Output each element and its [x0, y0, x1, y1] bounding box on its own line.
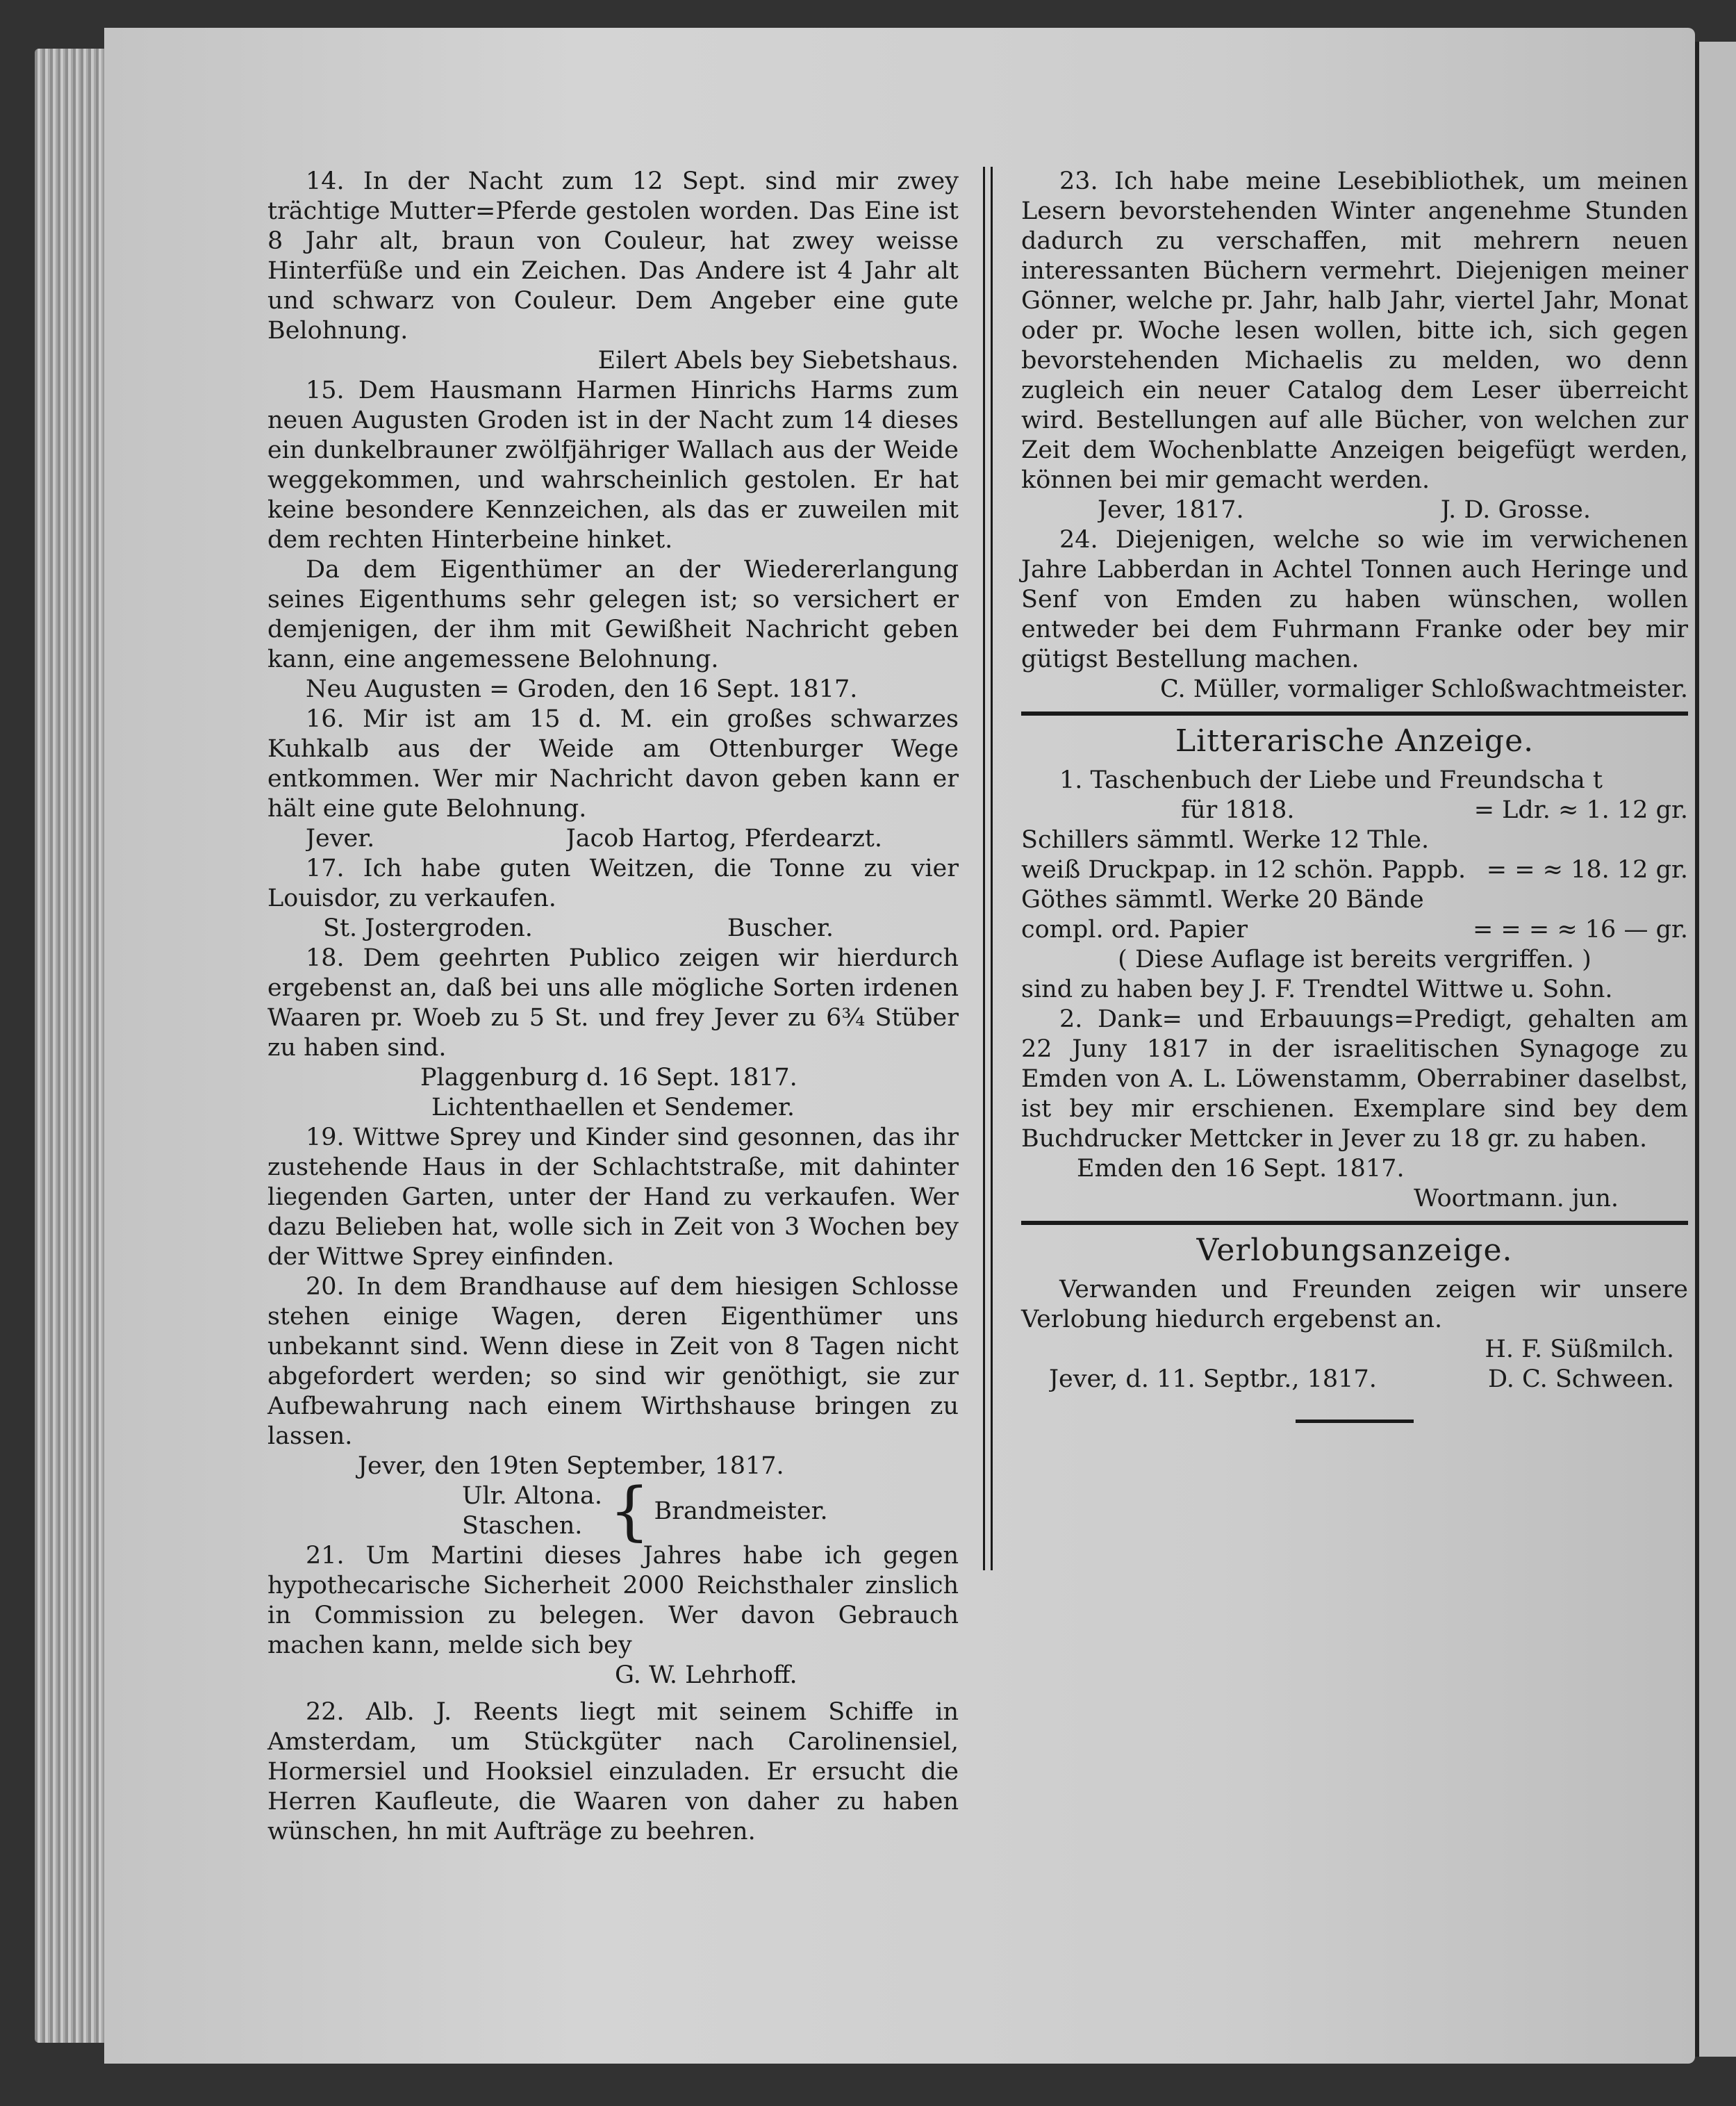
signer-name-1: Ulr. Altona.: [462, 1482, 602, 1510]
notice-21: 21. Um Martini dieses Jahres habe ich gegen hypothecarische Sicherheit 2000 Reichsthaler zinslich in Commission zu belegen. Wer davon Gebrauch machen kann, melde sich bey: [267, 1542, 959, 1659]
notice-23: 23. Ich habe meine Lesebibliothek, um meinen Lesern bevorstehenden Winter angenehme Stunden dadurch zu verschaffen, mit mehrern neuen interessanten Büchern vermehrt. Diejenigen meiner Gönner, welche pr. Jahr, halb Jahr, viertel Jahr, Monat oder pr. Woche lesen wollen, bitte ich, sich gegen bevorstehenden Michaelis zu melden, wo denn zugleich ein neuer Catalog dem Leser überreicht wird. Bestellungen auf alle Bücher, von welchen zur Zeit dem Wochenblatte Anzeigen beigefügt werden, können bei mir gemacht werden.: [1021, 167, 1688, 494]
notice-21-signature: G. W. Lehrhoff.: [615, 1661, 797, 1689]
signer-role: Brandmeister.: [654, 1497, 828, 1525]
notice-16-signature: Jacob Hartog, Pferdearzt.: [565, 825, 882, 853]
literary-note: ( Diese Auflage ist bereits vergriffen. ): [1118, 946, 1592, 973]
literary-row-paper: weiß Druckpap. in 12 schön. Pappb.: [1021, 856, 1466, 884]
notice-17: 17. Ich habe guten Weitzen, die Tonne zu vier Louisdor, zu verkaufen.: [267, 855, 959, 912]
engagement-name-1: H. F. Süßmilch.: [1485, 1335, 1674, 1363]
notice-24: 24. Diejenigen, welche so wie im verwichenen Jahre Labberdan in Achtel Tonnen auch Heringe und Senf von Emden zu haben wünschen, wollen entweder bei dem Fuhrmann Franke oder bey mir gütigst Bestellung machen.: [1021, 526, 1688, 673]
engagement-place-date: Jever, d. 11. Septbr., 1817.: [1049, 1365, 1377, 1393]
literary-place-date: Emden den 16 Sept. 1817.: [1077, 1155, 1405, 1183]
notice-17-signature: Buscher.: [727, 914, 834, 942]
literary-item-1-year: für 1818.: [1181, 796, 1295, 824]
notice-20: 20. In dem Brandhause auf dem hiesigen Schlosse stehen einige Wagen, deren Eigenthümer uns unbekannt sind. Wenn diese in Zeit von 8 Tagen nicht abgefordert werden; so sind wir genöthigt, sie zur Aufbewahrung nach einem Wirthshause bringen zu lassen.: [267, 1273, 959, 1450]
literary-row-paper-price: = = ≈ 18. 12 gr.: [1486, 856, 1688, 884]
notice-14: 14. In der Nacht zum 12 Sept. sind mir zwey trächtige Mutter=Pferde gestolen worden. Das Eine ist 8 Jahr alt, braun von Couleur, hat zwey weisse Hinterfüße und ein Zeichen. Das Andere ist 4 Jahr alt und schwarz von Couleur. Dem Angeber eine gute Belohnung.: [267, 167, 959, 345]
notice-24-signature: C. Müller, vormaliger Schloßwachtmeister.: [1159, 675, 1688, 703]
book-page-edges: [35, 49, 111, 2043]
literary-notice-heading: Litterarische Anzeige.: [1175, 723, 1535, 759]
curly-brace: {: [609, 1474, 650, 1548]
engagement-text: Verwanden und Freunden zeigen wir unsere Verlobung hiedurch ergebenst an.: [1021, 1276, 1688, 1333]
notice-17-place: St. Jostergroden.: [323, 914, 533, 942]
literary-availability: sind zu haben bey J. F. Trendtel Wittwe u. Sohn.: [1021, 976, 1613, 1003]
literary-item-1-title: 1. Taschenbuch der Liebe und Freundscha t: [1059, 766, 1603, 794]
right-column: [1021, 167, 1688, 1448]
literary-row-goethe: Göthes sämmtl. Werke 20 Bände: [1021, 886, 1424, 914]
notice-14-signature: Eilert Abels bey Siebetshaus.: [597, 347, 959, 375]
engagement-heading: Verlobungsanzeige.: [1196, 1233, 1513, 1268]
notice-16: 16. Mir ist am 15 d. M. ein großes schwarzes Kuhkalb aus der Weide am Ottenburger Wege entkommen. Wer mir Nachricht davon geben kann er hält eine gute Belohnung.: [267, 705, 959, 823]
next-page-edge: [1695, 42, 1736, 2057]
notice-20-signatures: [462, 1474, 959, 1548]
notice-16-place: Jever.: [306, 825, 375, 853]
left-column: [267, 167, 959, 1847]
notice-22: 22. Alb. J. Reents liegt mit seinem Schiffe in Amsterdam, um Stückgüter nach Carolinensiel, Hormersiel und Hooksiel einzuladen. Er ersucht die Herren Kaufleute, die Waaren von daher zu haben wünschen, hn mit Aufträge zu beehren.: [267, 1698, 959, 1845]
literary-row-compl: compl. ord. Papier: [1021, 916, 1248, 944]
notice-15-place-date: Neu Augusten = Groden, den 16 Sept. 1817.: [306, 675, 858, 703]
section-rule: [1021, 711, 1688, 716]
notice-23-signature: J. D. Grosse.: [1440, 496, 1591, 524]
notice-15-continued: Da dem Eigenthümer an der Wiedererlangung seines Eigenthums sehr gelegen ist; so versichert er demjenigen, der ihm mit Gewißheit Nachricht geben kann, eine angemessene Belohnung.: [267, 556, 959, 673]
engagement-name-2: D. C. Schween.: [1487, 1365, 1674, 1393]
literary-item-2: 2. Dank= und Erbauungs=Predigt, gehalten am 22 Juny 1817 in der israelitischen Synagoge zu Emden von A. L. Löwenstamm, Oberrabiner daselbst, ist bey mir erschienen. Exemplare sind bey dem Buchdrucker Mettcker in Jever zu 18 gr. zu haben.: [1021, 1005, 1688, 1153]
signer-name-2: Staschen.: [462, 1512, 583, 1540]
notice-20-place-date: Jever, den 19ten September, 1817.: [358, 1452, 784, 1480]
literary-signature: Woortmann. jun.: [1414, 1185, 1619, 1212]
closing-rule: [1296, 1420, 1414, 1423]
section-rule-2: [1021, 1221, 1688, 1225]
literary-row-schiller: Schillers sämmtl. Werke 12 Thle.: [1021, 826, 1430, 854]
column-divider: [983, 167, 993, 1570]
notice-18-place-date: Plaggenburg d. 16 Sept. 1817.: [420, 1064, 797, 1092]
notice-23-place-date: Jever, 1817.: [1098, 496, 1244, 524]
notice-18-signature: Lichtenthaellen et Sendemer.: [431, 1094, 795, 1121]
literary-row-compl-price: = = = ≈ 16 — gr.: [1472, 916, 1688, 944]
notice-19: 19. Wittwe Sprey und Kinder sind gesonnen, das ihr zustehende Haus in der Schlachtstraße, mit dahinter liegenden Garten, unter der Hand zu verkaufen. Wer dazu Belieben hat, wolle sich in Zeit von 3 Wochen bey der Wittwe Sprey einfinden.: [267, 1124, 959, 1271]
notice-18: 18. Dem geehrten Publico zeigen wir hierdurch ergebenst an, daß bei uns alle mögliche Sorten irdenen Waaren pr. Woeb zu 5 St. und frey Jever zu 6¾ Stüber zu haben sind.: [267, 944, 959, 1062]
literary-item-1-price: = Ldr. ≈ 1. 12 gr.: [1473, 796, 1688, 824]
notice-15: 15. Dem Hausmann Harmen Hinrichs Harms zum neuen Augusten Groden ist in der Nacht zum 14 dieses ein dunkelbrauner zwölfjähriger Wallach aus der Weide weggekommen, und wahrscheinlich gestolen. Er hat keine besondere Kennzeichen, als das er zuweilen mit dem rechten Hinterbeine hinket.: [267, 377, 959, 554]
